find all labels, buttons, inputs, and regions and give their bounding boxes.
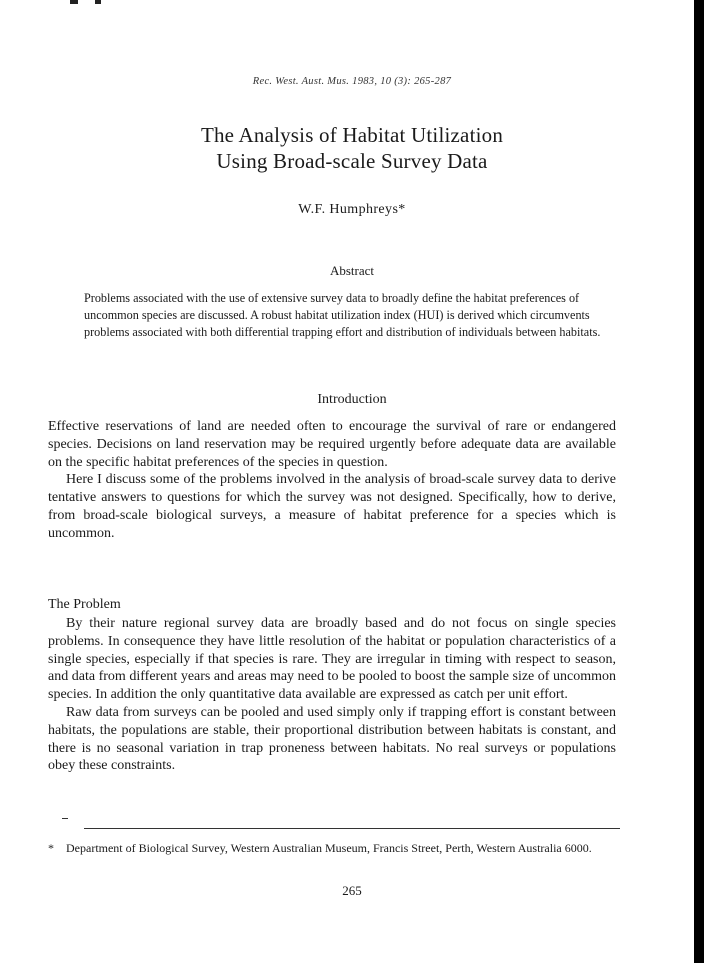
abstract-text: Problems associated with the use of extensive survey data to broadly define the habitat preferences of uncommon species are discussed. A robust habitat utilization index (HUI) is derived which circumvents problems associated with both differential trapping effort and distribution of individuals between habitats. xyxy=(84,291,601,339)
problem-section xyxy=(48,615,616,775)
paragraph: Effective reservations of land are needed often to encourage the survival of rare or endangered species. Decisions on land reservation may be required urgently before adequate data are available on the specific habitat preferences of the species in question. xyxy=(48,419,616,470)
footnote-marker: * xyxy=(48,841,54,855)
scan-mark xyxy=(70,0,78,4)
footnote-tick xyxy=(62,818,68,819)
title-line-1: The Analysis of Habitat Utilization xyxy=(200,123,504,147)
footnote-rule xyxy=(84,828,620,829)
title-line-2: Using Broad-scale Survey Data xyxy=(216,149,488,173)
paragraph: By their nature regional survey data are broadly based and do not focus on single species problems. In consequence they have little resolution of the habitat or population characteristics of a single species, especially if that species is rare. They are irregular in timing with respect to season, and data from different years and areas may need to be pooled to boost the sample size of uncommon species. In addition the only quantitative data available are expressed as catch per unit effort. xyxy=(48,616,616,703)
footnote-text: Department of Biological Survey, Western Australian Museum, Francis Street, Perth, Western Australia 6000. xyxy=(66,841,592,855)
author: W.F. Humphreys* xyxy=(298,202,406,217)
introduction-heading: Introduction xyxy=(317,392,387,407)
introduction-section xyxy=(48,418,616,543)
paragraph: Raw data from surveys can be pooled and used simply only if trapping effort is constant between habitats, the populations are stable, their proportional distribution between habitats is constant, and there is no seasonal variation in trap proneness between habitats. No real surveys or populations obey these constraints. xyxy=(48,704,616,774)
problem-heading: The Problem xyxy=(48,597,121,612)
abstract-heading: Abstract xyxy=(329,263,375,278)
scan-mark xyxy=(95,0,101,4)
paper-title xyxy=(0,122,704,174)
journal-citation: Rec. West. Aust. Mus. 1983, 10 (3): 265-287 xyxy=(252,76,452,87)
page-number: 265 xyxy=(342,883,362,898)
paragraph: Here I discuss some of the problems involved in the analysis of broad-scale survey data to derive tentative answers to questions for which the survey was not designed. Specifically, how to derive, from broad-scale biological surveys, a measure of habitat preference for a species which is uncommon. xyxy=(48,472,616,541)
footnote xyxy=(48,840,620,856)
